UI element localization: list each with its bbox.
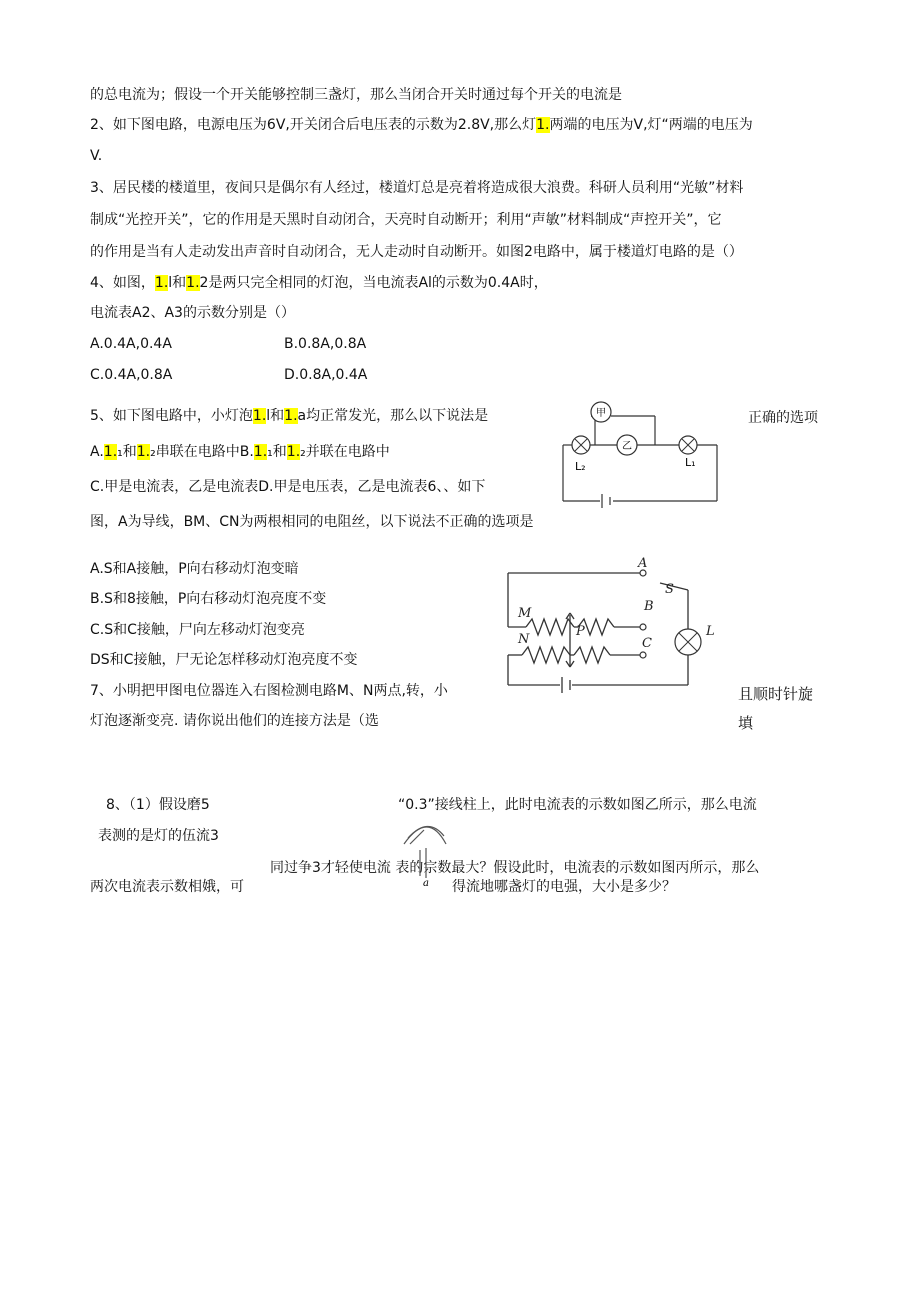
q5-pre: 5、如下图电路中，小灯泡 bbox=[90, 408, 253, 424]
q5-highlight-2: 1. bbox=[284, 408, 298, 424]
question-4-line-2: 电流表A2、A3的示数分别是（） bbox=[90, 305, 295, 321]
q5-highlight-1: 1. bbox=[252, 408, 267, 424]
q6-option-a: A.S和A接触，P向右移动灯泡变暗 bbox=[90, 561, 299, 577]
question-8-line-1-right: “0.3”接线柱上，此时电流表的示数如图乙所示，那么电流 bbox=[398, 797, 757, 813]
q5b-hl-3: 1. bbox=[253, 444, 268, 460]
question-7-line-2: 灯泡逐渐变亮. 请你说出他们的连接方法是（选 bbox=[90, 713, 379, 729]
q5b-hl-2: 1. bbox=[136, 444, 151, 460]
q5b-hl-4: 1. bbox=[286, 444, 301, 460]
q5b-part-2: ₁和 bbox=[117, 444, 137, 460]
label-c: C bbox=[642, 636, 652, 651]
q6-option-c: C.S和C接触，尸向左移动灯泡变亮 bbox=[90, 622, 305, 638]
question-5-options-cd: C.甲是电流表，乙是电流表D.甲是电压表，乙是电流表6、、如下 bbox=[90, 479, 486, 495]
label-b: B bbox=[644, 599, 654, 614]
q2-highlight: 1. bbox=[536, 117, 550, 133]
q6-option-d: DS和C接触，尸无论怎样移动灯泡亮度不变 bbox=[90, 652, 358, 668]
question-7-right-2: 填 bbox=[738, 714, 754, 732]
q4-mid: l和 bbox=[168, 275, 187, 291]
q4-option-d: D.0.8A,0.4A bbox=[284, 367, 368, 383]
q4-option-b: B.0.8A,0.8A bbox=[284, 336, 367, 352]
question-3-line-1: 3、居民楼的楼道里，夜间只是偶尔有人经过，楼道灯总是亮着将造成很大浪费。科研人员利用“光敏”材料 bbox=[90, 180, 744, 196]
circuit-figure-q6 bbox=[500, 555, 722, 715]
label-m: M bbox=[518, 606, 532, 621]
meter-label-a: a bbox=[423, 878, 429, 888]
q4-highlight-1: 1. bbox=[154, 275, 169, 291]
q5b-part-5: ₂并联在电路中 bbox=[300, 444, 390, 460]
q5b-part-4: ₁和 bbox=[267, 444, 287, 460]
q5-mid: l和 bbox=[266, 408, 285, 424]
question-2-line-1 bbox=[90, 115, 753, 135]
q2-text-b: 两端的电压为V,灯“两端的电压为 bbox=[549, 117, 753, 133]
q6-option-b: B.S和8接触，P向右移动灯泡亮度不变 bbox=[90, 591, 327, 607]
line-1: 的总电流为；假设一个开关能够控制三盏灯，那么当闭合开关时通过每个开关的电流是 bbox=[90, 87, 622, 103]
label-a: A bbox=[638, 556, 648, 571]
q5b-part-3: ₂串联在电路中B. bbox=[150, 444, 254, 460]
question-7-right-1: 且顺时针旋 bbox=[738, 685, 814, 703]
q5b-part-1: A. bbox=[90, 444, 104, 460]
meter-yi-label: 乙 bbox=[622, 441, 632, 452]
question-8-line-5: 得流地哪盏灯的电强，大小是多少？ bbox=[452, 879, 676, 895]
label-p: P bbox=[576, 624, 585, 639]
question-2-line-2: V. bbox=[90, 148, 103, 164]
label-n: N bbox=[518, 632, 530, 647]
meter-jia-label: 甲 bbox=[596, 408, 606, 419]
lamp-l1-label: L₁ bbox=[685, 456, 696, 469]
q4-highlight-2: 1. bbox=[186, 275, 200, 291]
q2-text-a: 2、如下图电路，电源电压为6V,开关闭合后电压表的示数为2.8V,那么灯 bbox=[90, 117, 537, 133]
label-l: L bbox=[706, 624, 715, 639]
question-4-line-1 bbox=[90, 273, 548, 293]
q4-option-c: C.0.4A,0.8A bbox=[90, 367, 173, 383]
question-8-line-1: 8、（1）假设磨5 bbox=[106, 797, 210, 813]
question-7-line-1: 7、小明把甲图电位器连入右图检测电路M、N两点,转，小 bbox=[90, 683, 448, 699]
question-8-line-4: 两次电流表示数相娥，可 bbox=[90, 879, 244, 895]
lamp-l2-label: L₂ bbox=[575, 460, 586, 473]
question-3-line-2: 制成“光控开关”，它的作用是天黑时自动闭合，天亮时自动断开；利用“声敏”材料制成“声控开关”，它 bbox=[90, 212, 722, 228]
question-5-options-ab bbox=[90, 442, 390, 462]
question-5-line-1 bbox=[90, 406, 488, 426]
question-3-line-3: 的作用是当有人走动发出声音时自动闭合，无人走动时自动断开。如图2电路中，属于楼道灯电路的是（） bbox=[90, 244, 743, 260]
question-6-line-1: 图，A为导线，BM、CN为两根相同的电阻丝，以下说法不正确的选项是 bbox=[90, 514, 534, 530]
ammeter-sketch-q8 bbox=[400, 808, 450, 888]
question-8-line-2: 表测的是灯的伍流3 bbox=[98, 828, 219, 844]
label-s: S bbox=[665, 582, 674, 597]
question-5-right: 正确的选项 bbox=[748, 410, 818, 426]
q4-pre: 4、如图， bbox=[90, 275, 155, 291]
q5-post: a均正常发光，那么以下说法是 bbox=[297, 408, 489, 424]
q4-option-a: A.0.4A,0.4A bbox=[90, 336, 172, 352]
q4-post: 2是两只完全相同的灯泡，当电流表Al的示数为0.4A时， bbox=[199, 275, 548, 291]
q5b-hl-1: 1. bbox=[103, 444, 118, 460]
question-8-line-3: 同过争3才轻使电流 表的宗数最大？假设此时，电流表的示数如图丙所示，那么 bbox=[270, 860, 760, 876]
circuit-figure-q5 bbox=[555, 400, 730, 510]
